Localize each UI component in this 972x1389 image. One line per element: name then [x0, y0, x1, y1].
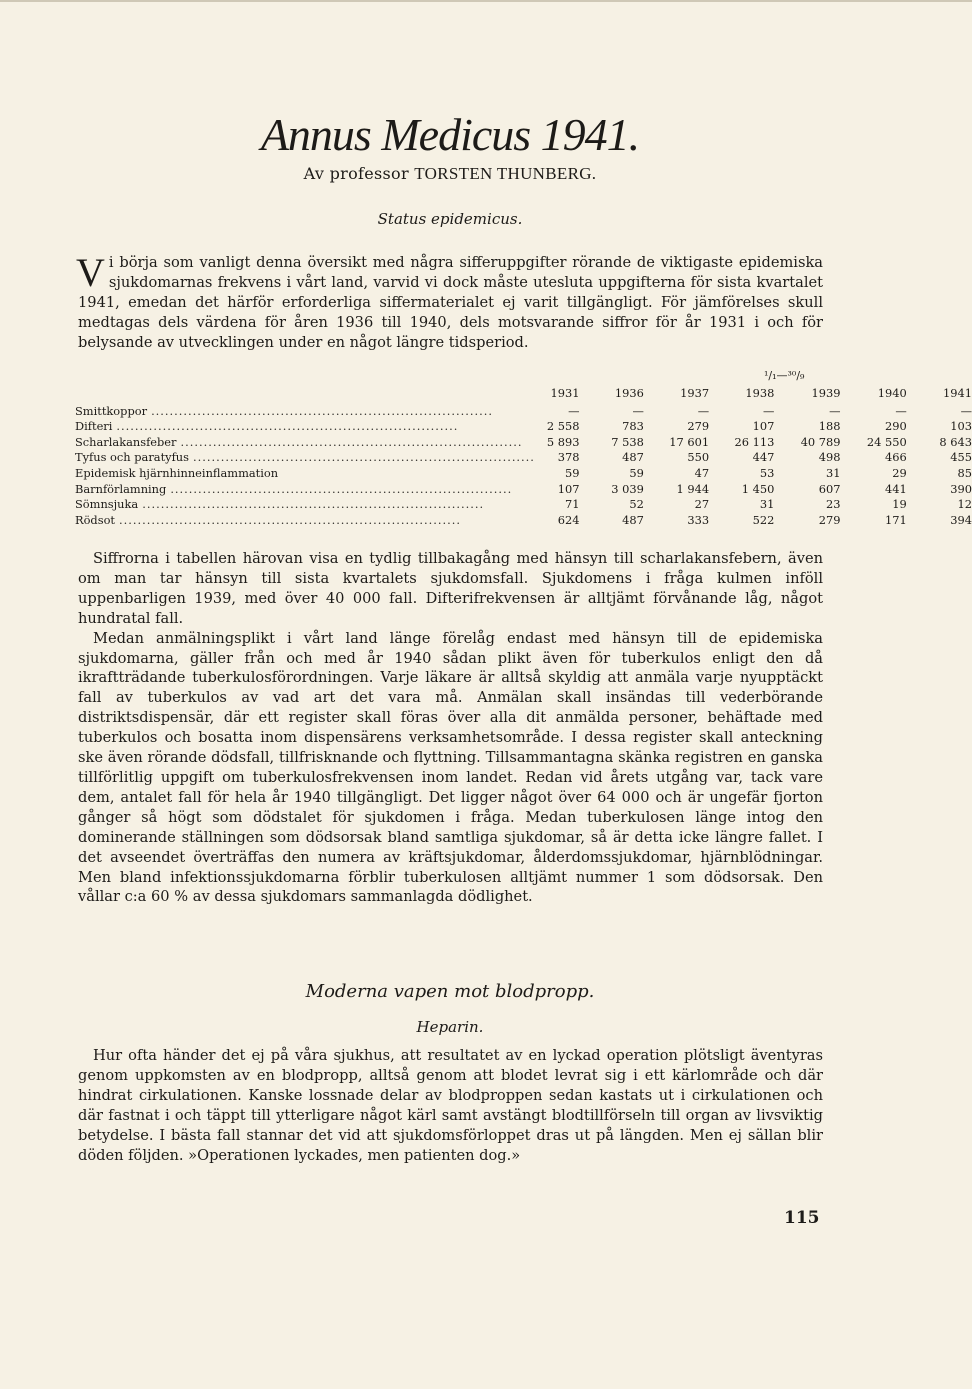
value-cell: 279: [687, 419, 710, 434]
table-row: [75, 482, 972, 498]
value-cell: 107: [752, 419, 775, 434]
value-cell: 40 789: [800, 434, 841, 449]
page-title: Annus Medicus 1941.: [260, 109, 640, 160]
value-cell: 31: [826, 465, 841, 480]
paragraph-tuberculosis: Medan anmälningsplikt i vårt land länge förelåg endast med hänsyn till de epidemiska sjukdomarna, gäller från och med år 1940 sådan plikt även för tuberkulos enligt den då ikraftträdande tuberkulosförordningen. Varje läkare är alltså skyldig att anmäla varje nyupptäckt fall av tuberkulos av vad art det vara må. Anmälan skall insändas till vederbörande distriktsdispensär, där ett register skall föras över alla dit anmälda personer, behäftade med tuberkulos och bosatta inom dispensärens verksamhetsområde. I dessa register skall anteckning ske även rörande dödsfall, tillfrisknande och flyttning. Tillsammantagna skänka registren en ganska tillförlitlig uppgift om tuberkulosfrekvensen inom landet. Redan vid årets utgång var, tack vare dem, antalet fall för hela år 1940 tillgängligt. Det ligger något över 64 000 och är ungefär fjorton gånger så högt som dödstalet för sjukdomen i fråga. Medan tuberkulosen länge intog den dominerande ställningen som dödsorsak bland samtliga sjukdomar, så är detta icke längre fallet. I det avseendet överträffas den numera av kräftsjukdomar, ålderdomssjukdomar, hjärnblödningar. Men bland infektionssjukdomarna förblir tuberkulosen alltjämt nummer 1 som dödsorsak. Den vållar c:a 60 % av dessa sjukdomars sammanlagda dödlighet.: [78, 629, 823, 906]
row-label-cell: [75, 497, 537, 513]
value-cell: 171: [884, 512, 907, 527]
year-header: 1936: [614, 386, 644, 400]
row-label-cell: [75, 466, 537, 482]
row-label-cell: [75, 450, 537, 466]
value-cell: —: [632, 403, 644, 418]
value-cell: 107: [557, 481, 580, 496]
drop-cap: V: [76, 250, 105, 295]
top-edge-line: [0, 0, 972, 2]
year-header: 1931: [550, 386, 580, 400]
value-cell: 290: [884, 419, 907, 434]
value-cell: —: [697, 403, 710, 418]
section-heading-bloodclot: Moderna vapen mot blodpropp.: [305, 981, 595, 1002]
value-cell: —: [960, 403, 972, 418]
paragraph-figures: Siffrorna i tabellen härovan visa en tydlig tillbakagång med hänsyn till scharlakansfebern, även om man tar hänsyn till sista kvartalets sjukdomsfall. Sjukdomens i fråga kulmen inföll uppenbarligen 1939, med över 40 000 fall. Difterifrekvensen är alltjämt förvånande låg, något hundratal fall.: [78, 550, 823, 627]
value-cell: 59: [564, 465, 580, 480]
value-cell: 3 039: [611, 481, 644, 496]
value-cell: 53: [759, 465, 775, 480]
table-row: [75, 404, 972, 420]
intro-paragraph: [76, 250, 823, 353]
row-label-cell: [75, 513, 537, 529]
leader-dots: [119, 513, 535, 529]
table-row: [75, 450, 972, 466]
author-line: [0, 164, 900, 184]
row-label-cell: [75, 404, 537, 420]
value-cell: 390: [950, 481, 972, 496]
intro-text: i börja som vanligt denna översikt med några sifferuppgifter rörande de viktigaste epidemiska sjukdomarnas frekvens i vårt land, varvid vi dock måste utesluta uppgifterna för sista kvartalet 1941, emedan det härför erforderliga siffermaterialet ej varit tillgängligt. För jämförelses skull medtagas dels värdena för åren 1936 till 1940, dels motsvarande siffror för år 1931 i och för belysande av utvecklingen under en något längre tidsperiod.: [78, 254, 823, 351]
value-cell: 59: [629, 465, 644, 480]
leader-dots: [193, 450, 535, 466]
value-cell: 1 944: [676, 481, 710, 496]
value-cell: —: [568, 403, 580, 418]
page-number: 115: [784, 1208, 820, 1228]
table-row: [75, 466, 972, 482]
leader-dots: [151, 404, 535, 420]
value-cell: 607: [818, 481, 841, 496]
value-cell: 498: [818, 450, 841, 465]
row-label: Tyfus och paratyfus: [75, 450, 189, 465]
value-cell: 29: [892, 465, 907, 480]
value-cell: 52: [629, 497, 644, 512]
value-cell: 279: [818, 512, 841, 527]
table-row: [75, 497, 972, 513]
value-cell: 447: [752, 450, 775, 465]
table-row: [75, 419, 972, 435]
value-cell: 31: [759, 497, 775, 512]
row-label: Epidemisk hjärnhinneinflammation: [75, 465, 279, 480]
body-paragraph-tuberculosis: [78, 549, 823, 907]
value-cell: 624: [557, 512, 580, 527]
row-label-cell: [75, 435, 537, 451]
value-cell: —: [829, 403, 841, 418]
value-cell: 441: [884, 481, 907, 496]
year-header: 1941: [943, 386, 972, 400]
value-cell: 103: [950, 419, 972, 434]
table-row: [75, 435, 972, 451]
leader-dots: [142, 497, 535, 513]
author-name: TORSTEN THUNBERG.: [414, 164, 597, 183]
row-label: Sömnsjuka: [75, 497, 139, 512]
row-label: Scharlakansfeber: [75, 434, 177, 449]
value-cell: 23: [826, 497, 841, 512]
value-cell: 27: [694, 497, 710, 512]
year-header: 1938: [745, 386, 775, 400]
value-cell: 12: [957, 497, 972, 512]
value-cell: 394: [950, 512, 972, 527]
row-label-cell: [75, 482, 537, 498]
value-cell: 7 538: [611, 434, 644, 449]
date-range-note: ¹/₁—³⁰/₉: [764, 369, 805, 382]
value-cell: 17 601: [669, 434, 710, 449]
value-cell: —: [763, 403, 775, 418]
value-cell: 8 643: [939, 434, 972, 449]
value-cell: 5 893: [546, 434, 580, 449]
value-cell: 26 113: [734, 434, 775, 449]
section-heading-status: Status epidemicus.: [377, 210, 523, 228]
value-cell: 71: [564, 497, 580, 512]
value-cell: 333: [687, 512, 710, 527]
body-paragraph-heparin: Hur ofta händer det ej på våra sjukhus, att resultatet av en lyckad operation plötsligt äventyras genom uppkomsten av en blodpropp, alltså genom att blodet levrat sig i ett kärlområde och där hindrat cirkulationen. Kanske lossnade delar av blodproppen sedan kastats ut i cirkulationen och där fastnat i och täppt till ytterligare något kärl samt avstängt blodtillförseln till organ av livsviktig betydelse. I bästa fall stannar det vid att sjukdomsförloppet dras ut på längden. Men ej sällan blir döden följden. »Operationen lyckades, men patienten dog.»: [78, 1047, 823, 1164]
value-cell: —: [895, 403, 907, 418]
row-label-cell: [75, 419, 537, 435]
year-header: 1939: [811, 386, 841, 400]
value-cell: 1 450: [741, 481, 775, 496]
value-cell: 2 558: [546, 419, 580, 434]
year-header: 1940: [877, 386, 907, 400]
value-cell: 487: [622, 450, 644, 465]
value-cell: 455: [950, 450, 972, 465]
epidemic-table: [75, 386, 972, 528]
value-cell: 378: [557, 450, 580, 465]
value-cell: 466: [884, 450, 907, 465]
year-header: 1937: [680, 386, 710, 400]
value-cell: 522: [752, 512, 775, 527]
row-label: Smittkoppor: [75, 403, 148, 418]
value-cell: 24 550: [866, 434, 907, 449]
leader-dots: [170, 482, 535, 498]
row-label: Barnförlamning: [75, 481, 167, 496]
subheading-heparin: Heparin.: [416, 1018, 484, 1036]
leader-dots: [116, 419, 535, 435]
value-cell: 487: [622, 512, 644, 527]
table-header-label: [75, 386, 537, 404]
table-row: [75, 513, 972, 529]
value-cell: 47: [694, 465, 710, 480]
row-label: Rödsot: [75, 512, 116, 527]
value-cell: 783: [622, 419, 644, 434]
value-cell: 19: [892, 497, 907, 512]
value-cell: 85: [957, 465, 972, 480]
author-prefix: Av professor: [303, 164, 409, 183]
row-label: Difteri: [75, 419, 113, 434]
value-cell: 550: [687, 450, 710, 465]
table-header-row: [75, 386, 972, 404]
table-body: [75, 404, 972, 529]
leader-dots: [181, 435, 535, 451]
value-cell: 188: [818, 419, 841, 434]
